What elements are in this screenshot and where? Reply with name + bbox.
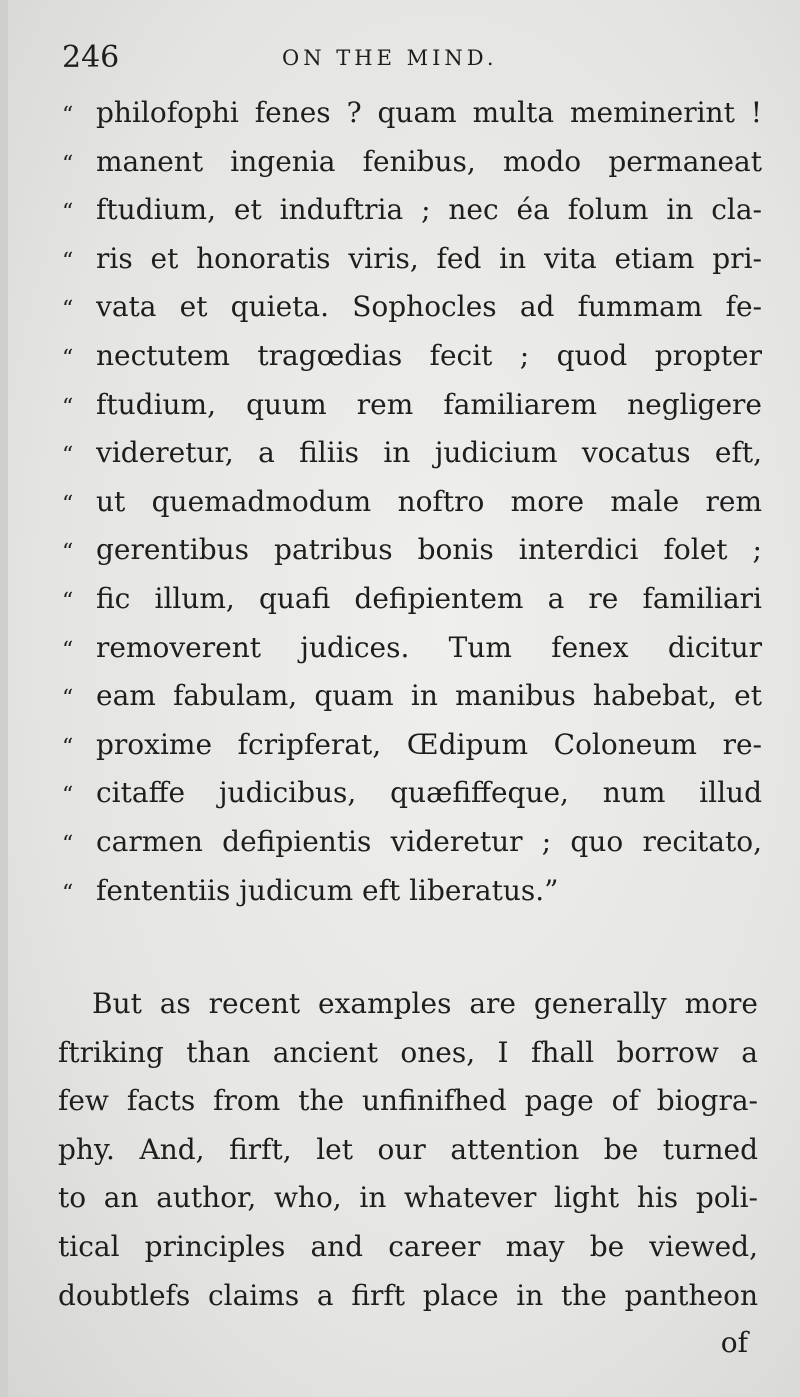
paragraph-line: few facts from the unfinifhed page of biogra- (58, 1084, 758, 1118)
quotation-text: nectutem tragœdias fecit ; quod propter (96, 338, 762, 372)
quote-mark: “ (62, 151, 74, 177)
quotation-text: citaffe judicibus, quæfiffeque, num illud (96, 776, 762, 810)
quotation-text: ftudium, quum rem familiarem negligere (96, 387, 762, 421)
quote-mark: “ (62, 783, 74, 809)
quote-mark: “ (62, 345, 74, 371)
paragraph-line: phy. And, firft, let our attention be turned (58, 1132, 758, 1166)
quotation-line (62, 728, 762, 777)
quotation-line (62, 242, 762, 291)
page-number: 246 (62, 40, 120, 75)
quotation-text: philofophi fenes ? quam multa meminerint ! (96, 96, 762, 129)
quote-mark: “ (62, 734, 74, 760)
quotation-line (62, 339, 762, 388)
paragraph-line: But as recent examples are generally more (92, 987, 758, 1020)
quote-mark: “ (62, 200, 74, 226)
quotation-line (62, 145, 762, 194)
quote-mark: “ (62, 103, 74, 128)
catchword: of (720, 1326, 748, 1359)
quotation-text: manent ingenia fenibus, modo permaneat (96, 144, 762, 178)
quotation-line (62, 388, 762, 437)
quotation-text: ftudium, et induftria ; nec éa folum in cla- (96, 193, 762, 227)
quote-mark: “ (62, 686, 74, 712)
paragraph-line: tical principles and career may be viewed, (58, 1229, 758, 1263)
body-paragraph (58, 987, 758, 1327)
quotation-line (62, 679, 762, 728)
quotation-block (62, 96, 762, 922)
quotation-text: fententiis judicum eft liberatus.” (96, 873, 559, 907)
quotation-text: ris et honoratis viris, fed in vita etiam pri- (96, 241, 762, 275)
quotation-text: ut quemadmodum noftro more male rem (96, 484, 762, 518)
quote-mark: “ (62, 443, 74, 469)
quotation-line (62, 96, 762, 145)
paragraph-line: ftriking than ancient ones, I fhall borrow a (58, 1035, 758, 1069)
quotation-line (62, 582, 762, 631)
quote-mark: “ (62, 588, 74, 614)
quotation-text: removerent judices. Tum fenex dicitur (96, 630, 762, 664)
quotation-line (62, 290, 762, 339)
paragraph-line: to an author, who, in whatever light his poli- (58, 1181, 758, 1215)
quote-mark: “ (62, 540, 74, 566)
quotation-line (62, 874, 762, 923)
running-head: ON THE MIND. (282, 46, 498, 70)
quotation-line (62, 533, 762, 582)
quotation-line (62, 776, 762, 825)
quote-mark: “ (62, 831, 74, 857)
quotation-line (62, 436, 762, 485)
quotation-line (62, 631, 762, 680)
quote-mark: “ (62, 248, 74, 274)
quotation-text: carmen defipientis videretur ; quo recitato, (96, 824, 762, 858)
quote-mark: “ (62, 394, 74, 420)
quote-mark: “ (62, 880, 74, 906)
paragraph-line: doubtlefs claims a firft place in the pantheon (58, 1278, 758, 1312)
quotation-line (62, 193, 762, 242)
quotation-text: vata et quieta. Sophocles ad fummam fe- (96, 290, 762, 324)
quotation-text: eam fabulam, quam in manibus habebat, et (96, 679, 762, 713)
quotation-text: gerentibus patribus bonis interdici folet ; (96, 533, 762, 567)
quote-mark: “ (62, 491, 74, 517)
quotation-line (62, 485, 762, 534)
quotation-text: fic illum, quafi defipientem a re familiari (96, 581, 762, 615)
page-header (62, 40, 752, 80)
quotation-line (62, 825, 762, 874)
quotation-text: videretur, a filiis in judicium vocatus eft, (96, 436, 762, 470)
quotation-text: proxime fcripferat, Œdipum Coloneum re- (96, 727, 762, 761)
quote-mark: “ (62, 297, 74, 323)
quote-mark: “ (62, 637, 74, 663)
